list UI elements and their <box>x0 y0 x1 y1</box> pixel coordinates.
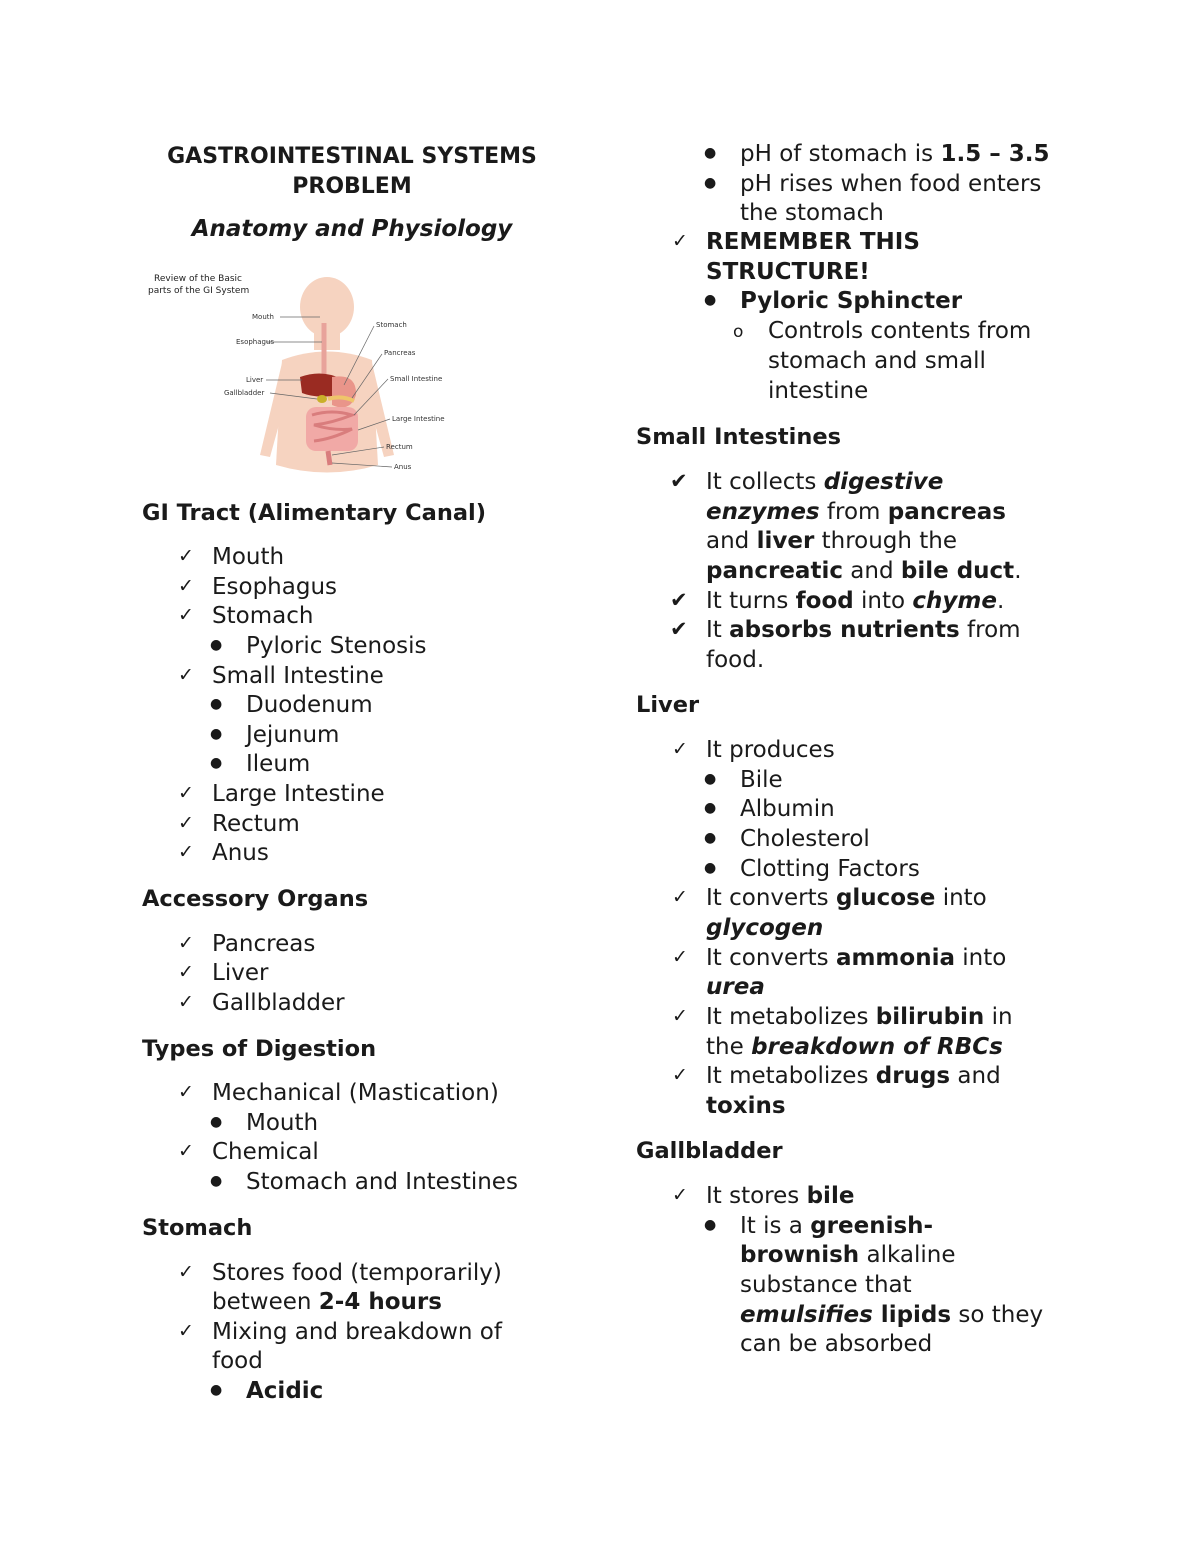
list-item: It metabolizes bilirubin in <box>706 1004 1013 1030</box>
gallbladder-heading: Gallbladder <box>636 1138 783 1164</box>
circle-bullet-icon: o <box>733 322 744 342</box>
list-item-continuation: pancreatic and bile duct. <box>706 558 1022 584</box>
list-item-continuation: the breakdown of RBCs <box>706 1034 1003 1060</box>
check-icon: ✓ <box>672 230 688 252</box>
bullet-icon: ● <box>704 145 717 161</box>
gallbladder-shape <box>317 395 327 403</box>
stomach-heading: Stomach <box>142 1215 253 1241</box>
check-icon: ✓ <box>178 664 194 686</box>
list-item: Pancreas <box>212 931 316 957</box>
check-icon: ✓ <box>672 1005 688 1027</box>
list-item-continuation: food <box>212 1348 263 1374</box>
check-icon: ✔ <box>670 469 688 493</box>
check-icon: ✓ <box>178 932 194 954</box>
list-item-continuation: enzymes from pancreas <box>706 499 1006 525</box>
check-icon: ✓ <box>178 1140 194 1162</box>
bullet-icon: ● <box>704 800 717 816</box>
list-item: It metabolizes drugs and <box>706 1063 1001 1089</box>
list-item: REMEMBER THIS <box>706 229 920 255</box>
label-stomach: Stomach <box>376 321 407 329</box>
list-item: It produces <box>706 737 835 763</box>
list-item: Liver <box>212 960 269 986</box>
list-item: Ileum <box>246 751 311 777</box>
label-esophagus: Esophagus <box>236 338 275 346</box>
list-item: Stomach <box>212 603 314 629</box>
figure-caption-line2: parts of the GI System <box>148 286 250 296</box>
bullet-icon: ● <box>210 1173 223 1189</box>
list-item-continuation: STRUCTURE! <box>706 259 870 285</box>
check-icon: ✓ <box>178 812 194 834</box>
bullet-icon: ● <box>210 696 223 712</box>
list-item-continuation: intestine <box>768 378 869 404</box>
list-item: It stores bile <box>706 1183 855 1209</box>
list-item: Cholesterol <box>740 826 870 852</box>
list-item: Pyloric Sphincter <box>740 288 963 314</box>
bullet-icon: ● <box>704 860 717 876</box>
list-item-continuation: can be absorbed <box>740 1331 933 1357</box>
check-icon: ✓ <box>178 575 194 597</box>
list-item: It is a greenish- <box>740 1213 934 1239</box>
page-title-line1: GASTROINTESTINAL SYSTEMS <box>167 144 537 169</box>
list-item: It absorbs nutrients from <box>706 617 1021 643</box>
page-subtitle: Anatomy and Physiology <box>191 216 513 242</box>
list-item-continuation: urea <box>706 974 765 1000</box>
list-item-continuation: the stomach <box>740 200 884 226</box>
list-item: Stores food (temporarily) <box>212 1260 502 1286</box>
list-item: Mixing and breakdown of <box>212 1319 502 1345</box>
check-icon: ✓ <box>178 545 194 567</box>
check-icon: ✓ <box>178 841 194 863</box>
bullet-icon: ● <box>210 726 223 742</box>
list-item: Bile <box>740 767 783 793</box>
check-icon: ✓ <box>672 886 688 908</box>
list-item: Small Intestine <box>212 663 384 689</box>
rectum-shape <box>328 451 330 465</box>
list-item-continuation: stomach and small <box>768 348 986 374</box>
list-item: Mouth <box>246 1110 319 1136</box>
list-item-continuation: glycogen <box>706 915 824 941</box>
bullet-icon: ● <box>704 292 717 308</box>
list-item: It collects digestive <box>706 469 944 495</box>
bullet-icon: ● <box>704 175 717 191</box>
label-small-intestine: Small Intestine <box>390 375 443 383</box>
gi-tract-heading: GI Tract (Alimentary Canal) <box>142 500 487 526</box>
list-item: Duodenum <box>246 692 373 718</box>
list-item: Clotting Factors <box>740 856 920 882</box>
label-liver: Liver <box>246 376 264 384</box>
list-item-continuation: between 2-4 hours <box>212 1289 442 1315</box>
liver-heading: Liver <box>636 692 700 718</box>
check-icon: ✔ <box>670 617 688 641</box>
figure-caption-line1: Review of the Basic <box>154 274 242 284</box>
list-item: Mouth <box>212 544 285 570</box>
label-rectum: Rectum <box>386 443 413 451</box>
accessory-organs-heading: Accessory Organs <box>142 886 369 912</box>
bullet-icon: ● <box>210 637 223 653</box>
list-item: Gallbladder <box>212 990 345 1016</box>
bullet-icon: ● <box>210 1382 223 1398</box>
list-item: It converts ammonia into <box>706 945 1007 971</box>
label-large-intestine: Large Intestine <box>392 415 445 423</box>
list-item-continuation: food. <box>706 647 765 673</box>
list-item: Chemical <box>212 1139 319 1165</box>
check-icon: ✓ <box>178 604 194 626</box>
list-item-continuation: toxins <box>706 1093 786 1119</box>
list-item: Rectum <box>212 811 300 837</box>
bullet-icon: ● <box>704 830 717 846</box>
bullet-icon: ● <box>210 1114 223 1130</box>
list-item: Large Intestine <box>212 781 385 807</box>
list-item: Stomach and Intestines <box>246 1169 518 1195</box>
page-title-line2: PROBLEM <box>292 174 412 199</box>
bullet-icon: ● <box>704 771 717 787</box>
list-item: It converts glucose into <box>706 885 987 911</box>
list-item-continuation: substance that <box>740 1272 912 1298</box>
digestion-heading: Types of Digestion <box>142 1036 377 1062</box>
label-anus: Anus <box>394 463 412 471</box>
check-icon: ✓ <box>672 1184 688 1206</box>
check-icon: ✓ <box>672 946 688 968</box>
list-item: Mechanical (Mastication) <box>212 1080 499 1106</box>
check-icon: ✔ <box>670 588 688 612</box>
list-item: Controls contents from <box>768 318 1032 344</box>
list-item: Esophagus <box>212 574 338 600</box>
list-item: Albumin <box>740 796 835 822</box>
check-icon: ✓ <box>178 1261 194 1283</box>
list-item: Pyloric Stenosis <box>246 633 427 659</box>
label-pancreas: Pancreas <box>384 349 416 357</box>
list-item: It turns food into chyme. <box>706 588 1005 614</box>
check-icon: ✓ <box>178 1081 194 1103</box>
list-item-continuation: brownish alkaline <box>740 1242 956 1268</box>
check-icon: ✓ <box>672 1064 688 1086</box>
check-icon: ✓ <box>178 1320 194 1342</box>
bullet-icon: ● <box>704 1217 717 1233</box>
check-icon: ✓ <box>178 961 194 983</box>
list-item-continuation: emulsifies lipids so they <box>740 1302 1044 1328</box>
bullet-icon: ● <box>210 755 223 771</box>
list-item: Acidic <box>246 1378 324 1404</box>
list-item: pH rises when food enters <box>740 171 1042 197</box>
small-intestines-heading: Small Intestines <box>636 424 842 450</box>
list-item: Anus <box>212 840 269 866</box>
check-icon: ✓ <box>178 991 194 1013</box>
label-mouth: Mouth <box>252 313 274 321</box>
list-item-continuation: and liver through the <box>706 528 958 554</box>
list-item: Jejunum <box>246 722 340 748</box>
check-icon: ✓ <box>672 738 688 760</box>
label-gallbladder: Gallbladder <box>224 389 265 397</box>
list-item: pH of stomach is 1.5 – 3.5 <box>740 141 1050 167</box>
check-icon: ✓ <box>178 782 194 804</box>
gi-system-figure <box>142 265 447 480</box>
